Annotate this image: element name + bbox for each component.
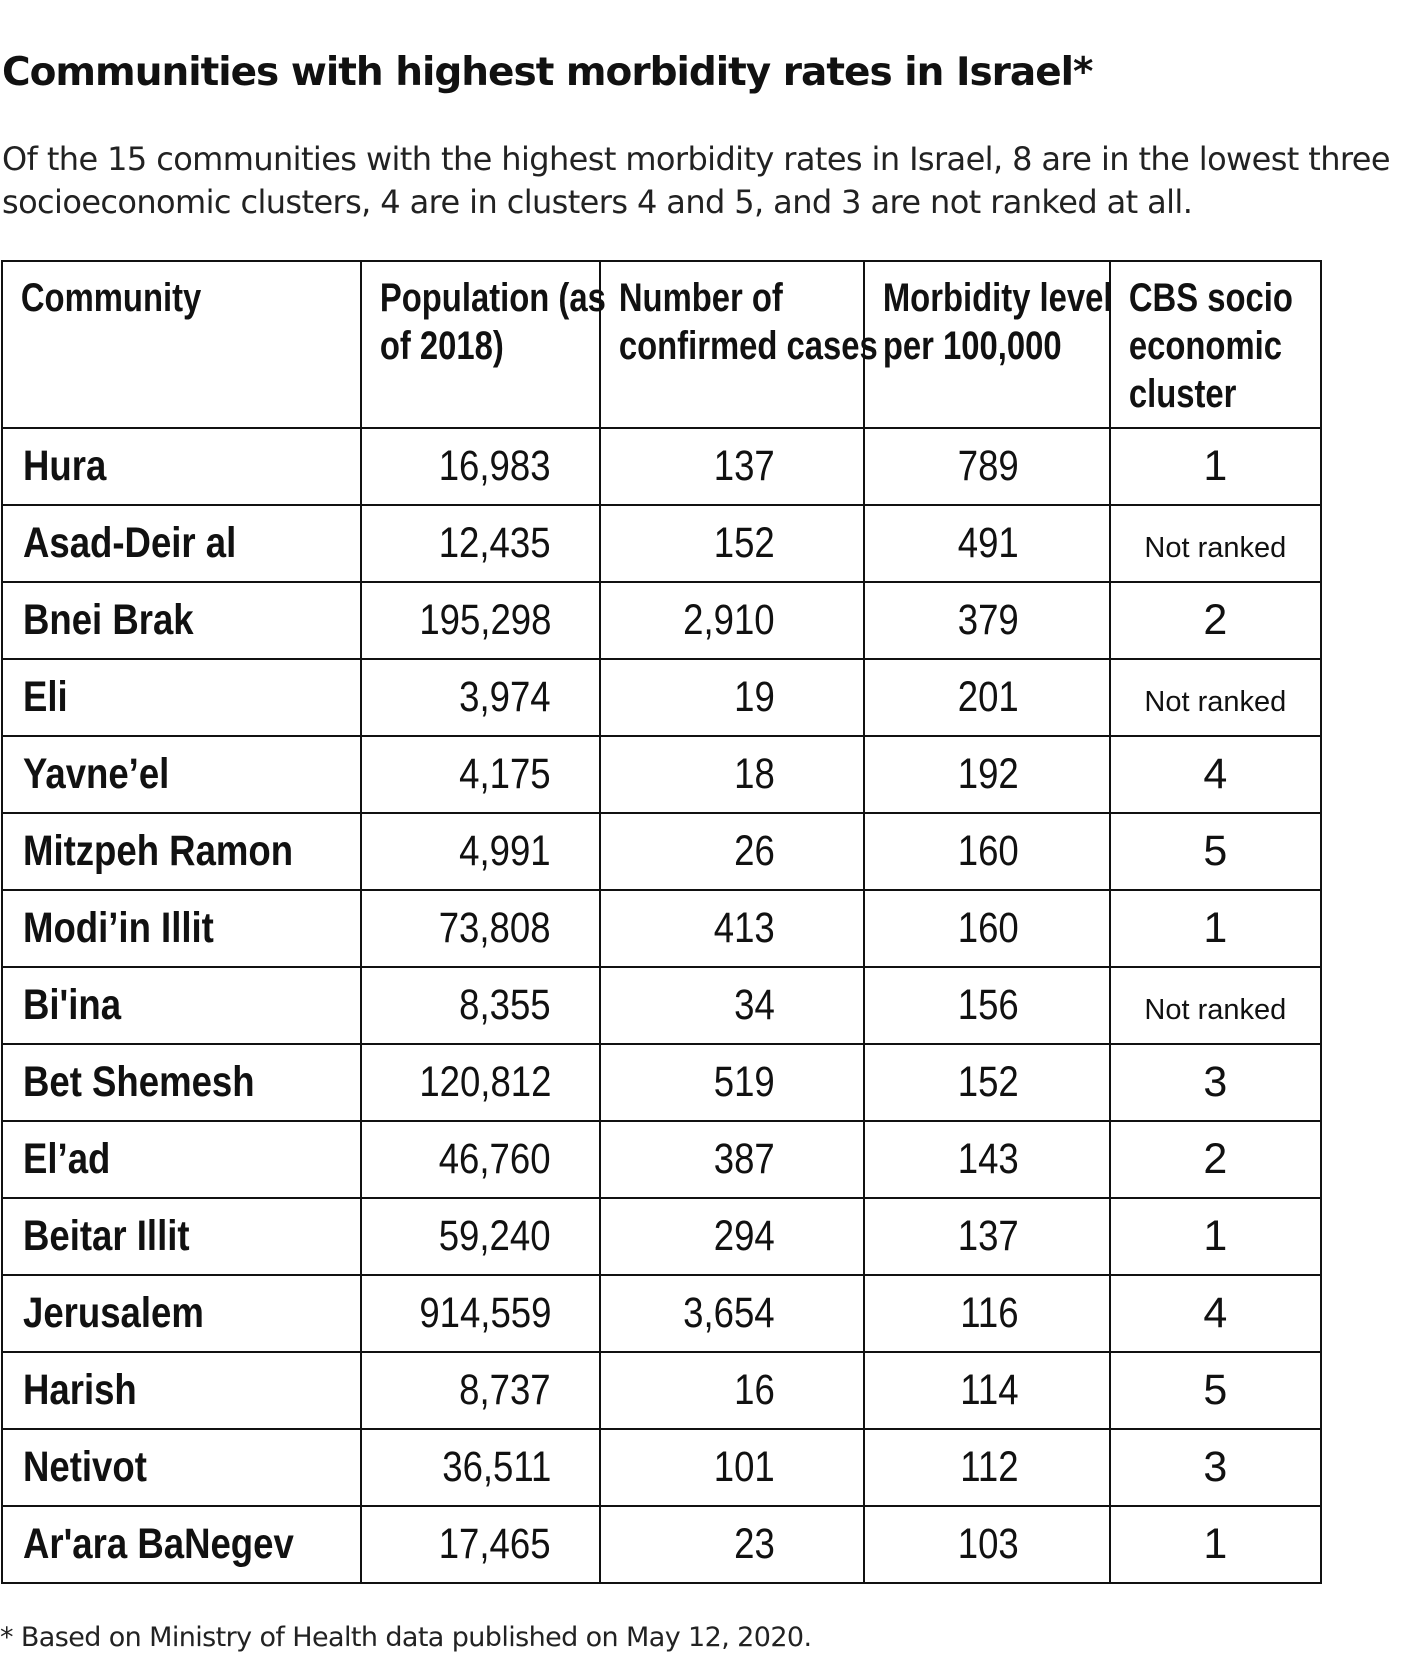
cell-morbidity-value: 192 <box>958 750 1019 798</box>
cell-morbidity <box>864 1275 1110 1352</box>
table-row <box>2 1429 1321 1506</box>
cell-cluster <box>1110 736 1321 813</box>
cell-cluster-value: 1 <box>1203 442 1228 490</box>
cell-population-value: 46,760 <box>439 1135 551 1183</box>
cell-confirmed-cases <box>600 736 864 813</box>
cell-cluster-value: 3 <box>1203 1443 1228 1491</box>
cell-population-value: 59,240 <box>439 1212 551 1260</box>
cell-morbidity <box>864 1198 1110 1275</box>
table-row <box>2 659 1321 736</box>
cell-confirmed-cases <box>600 505 864 582</box>
cell-confirmed-cases <box>600 1121 864 1198</box>
cell-cluster <box>1110 967 1321 1044</box>
cell-cluster <box>1110 428 1321 505</box>
cell-morbidity-value: 491 <box>958 519 1019 567</box>
cell-morbidity <box>864 428 1110 505</box>
cell-population <box>361 736 600 813</box>
cell-morbidity-value: 112 <box>960 1443 1019 1491</box>
cell-cluster-value: 4 <box>1203 1289 1228 1337</box>
cell-confirmed-cases-value: 2,910 <box>683 596 775 644</box>
table-body <box>2 428 1321 1583</box>
cell-population <box>361 1429 600 1506</box>
cell-cluster-value: 1 <box>1203 1212 1228 1260</box>
cell-cluster <box>1110 1198 1321 1275</box>
cell-cluster-value: 3 <box>1203 1058 1228 1106</box>
cell-population-value: 36,511 <box>441 1443 551 1491</box>
cell-confirmed-cases <box>600 1506 864 1583</box>
cell-morbidity <box>864 890 1110 967</box>
cell-confirmed-cases-value: 294 <box>714 1212 775 1260</box>
cell-confirmed-cases <box>600 813 864 890</box>
table-row <box>2 1352 1321 1429</box>
cell-confirmed-cases <box>600 582 864 659</box>
chart-title: Communities with highest morbidity rates in Israel* <box>2 50 1093 95</box>
cell-confirmed-cases-value: 23 <box>734 1520 775 1568</box>
cell-cluster <box>1110 1121 1321 1198</box>
cell-population-value: 3,974 <box>459 673 551 721</box>
cell-confirmed-cases <box>600 890 864 967</box>
column-header-morbidity: Morbidity level per 100,000 <box>864 261 1066 428</box>
cell-confirmed-cases <box>600 659 864 736</box>
cell-morbidity <box>864 736 1110 813</box>
table-row <box>2 890 1321 967</box>
cell-community-value: El’ad <box>23 1135 111 1183</box>
column-header-community: Community <box>2 261 296 428</box>
cell-community <box>2 813 361 890</box>
cell-population-value: 8,737 <box>459 1366 551 1414</box>
column-header-cluster: CBS socio economic cluster <box>1110 261 1283 428</box>
cell-community <box>2 736 361 813</box>
cell-morbidity-value: 103 <box>958 1520 1019 1568</box>
cell-confirmed-cases-value: 18 <box>734 750 775 798</box>
cell-confirmed-cases-value: 519 <box>714 1058 775 1106</box>
cell-cluster <box>1110 1429 1321 1506</box>
table-row <box>2 428 1321 505</box>
cell-confirmed-cases-value: 16 <box>734 1366 775 1414</box>
table-row <box>2 1044 1321 1121</box>
cell-morbidity <box>864 1429 1110 1506</box>
table-row <box>2 736 1321 813</box>
cell-cluster-value: 4 <box>1203 750 1228 798</box>
table-row <box>2 1506 1321 1583</box>
cell-community <box>2 1429 361 1506</box>
cell-population <box>361 582 600 659</box>
cell-morbidity-value: 201 <box>958 673 1019 721</box>
cell-confirmed-cases-value: 101 <box>714 1443 775 1491</box>
cell-morbidity <box>864 1044 1110 1121</box>
cell-population-value: 16,983 <box>439 442 551 490</box>
cell-cluster <box>1110 890 1321 967</box>
cell-confirmed-cases-value: 413 <box>714 904 775 952</box>
cell-morbidity-value: 143 <box>958 1135 1019 1183</box>
cell-morbidity <box>864 659 1110 736</box>
cell-confirmed-cases-value: 387 <box>714 1135 775 1183</box>
cell-morbidity-value: 114 <box>960 1366 1019 1414</box>
column-header-confirmed-cases: Number of confirmed cases <box>600 261 816 428</box>
cell-population-value: 195,298 <box>418 596 551 644</box>
cell-morbidity-value: 789 <box>958 442 1019 490</box>
cell-confirmed-cases <box>600 1198 864 1275</box>
cell-cluster <box>1110 505 1321 582</box>
cell-community <box>2 582 361 659</box>
table-row <box>2 1198 1321 1275</box>
cell-community-value: Yavne’el <box>23 750 170 798</box>
cell-population-value: 17,465 <box>439 1520 551 1568</box>
cell-population <box>361 1198 600 1275</box>
cell-cluster-value: 5 <box>1203 1366 1228 1414</box>
cell-population-value: 120,812 <box>418 1058 551 1106</box>
cell-population <box>361 1506 600 1583</box>
table-row <box>2 813 1321 890</box>
cell-community-value: Jerusalem <box>23 1289 204 1337</box>
cell-community-value: Harish <box>23 1366 137 1414</box>
cell-community <box>2 505 361 582</box>
cell-community-value: Netivot <box>23 1443 147 1491</box>
cell-confirmed-cases-value: 34 <box>734 981 775 1029</box>
cell-cluster <box>1110 582 1321 659</box>
cell-population-value: 12,435 <box>439 519 551 567</box>
cell-population-value: 914,559 <box>418 1289 551 1337</box>
cell-morbidity <box>864 1506 1110 1583</box>
cell-morbidity <box>864 582 1110 659</box>
cell-community-value: Modi’in Illit <box>23 904 214 952</box>
chart-subtitle: Of the 15 communities with the highest morbidity rates in Israel, 8 are in the lowest three socioeconomic clusters, 4 are in clusters 4 and 5, and 3 are not ranked at all. <box>2 140 1390 221</box>
cell-confirmed-cases <box>600 1352 864 1429</box>
cell-morbidity <box>864 1121 1110 1198</box>
cell-morbidity <box>864 813 1110 890</box>
cell-population-value: 4,991 <box>459 827 551 875</box>
cell-population <box>361 1275 600 1352</box>
cell-morbidity-value: 160 <box>958 827 1019 875</box>
cell-population <box>361 1352 600 1429</box>
cell-population <box>361 890 600 967</box>
column-header-population: Population (as of 2018) <box>361 261 557 428</box>
cell-community <box>2 1275 361 1352</box>
footnote: * Based on Ministry of Health data published on May 12, 2020. <box>0 1622 812 1653</box>
cell-morbidity-value: 152 <box>958 1058 1019 1106</box>
cell-morbidity <box>864 967 1110 1044</box>
cell-cluster-value: Not ranked <box>1144 686 1287 718</box>
cell-cluster <box>1110 659 1321 736</box>
cell-confirmed-cases-value: 152 <box>714 519 775 567</box>
cell-population <box>361 1044 600 1121</box>
cell-community <box>2 428 361 505</box>
cell-community-value: Bi'ina <box>23 981 122 1029</box>
cell-confirmed-cases-value: 19 <box>734 673 775 721</box>
cell-community <box>2 890 361 967</box>
cell-confirmed-cases <box>600 428 864 505</box>
cell-population-value: 4,175 <box>459 750 551 798</box>
cell-population <box>361 967 600 1044</box>
cell-cluster-value: 1 <box>1203 904 1228 952</box>
cell-confirmed-cases <box>600 1044 864 1121</box>
cell-cluster-value: 2 <box>1203 1135 1228 1183</box>
cell-confirmed-cases-value: 3,654 <box>683 1289 775 1337</box>
cell-population <box>361 1121 600 1198</box>
cell-community-value: Bet Shemesh <box>23 1058 255 1106</box>
cell-cluster-value: 1 <box>1203 1520 1228 1568</box>
cell-cluster <box>1110 1275 1321 1352</box>
cell-cluster <box>1110 1352 1321 1429</box>
cell-morbidity <box>864 1352 1110 1429</box>
table-row <box>2 967 1321 1044</box>
cell-community <box>2 1506 361 1583</box>
cell-morbidity-value: 379 <box>958 596 1019 644</box>
cell-population <box>361 813 600 890</box>
cell-community <box>2 659 361 736</box>
cell-morbidity <box>864 505 1110 582</box>
table-row <box>2 505 1321 582</box>
cell-confirmed-cases <box>600 1275 864 1352</box>
cell-population <box>361 428 600 505</box>
cell-confirmed-cases <box>600 967 864 1044</box>
cell-community-value: Beitar Illit <box>23 1212 190 1260</box>
cell-cluster <box>1110 1506 1321 1583</box>
cell-community-value: Bnei Brak <box>23 596 194 644</box>
cell-community <box>2 1044 361 1121</box>
cell-confirmed-cases-value: 26 <box>734 827 775 875</box>
table-row <box>2 1121 1321 1198</box>
cell-morbidity-value: 160 <box>958 904 1019 952</box>
cell-morbidity-value: 156 <box>958 981 1019 1029</box>
cell-community <box>2 1352 361 1429</box>
cell-community-value: Eli <box>23 673 68 721</box>
cell-population <box>361 505 600 582</box>
cell-population <box>361 659 600 736</box>
cell-population-value: 73,808 <box>439 904 551 952</box>
cell-community <box>2 1121 361 1198</box>
cell-community <box>2 1198 361 1275</box>
cell-confirmed-cases <box>600 1429 864 1506</box>
cell-community-value: Hura <box>23 442 107 490</box>
cell-morbidity-value: 137 <box>958 1212 1019 1260</box>
cell-community-value: Ar'ara BaNegev <box>23 1520 294 1568</box>
data-table-container <box>1 260 1322 1584</box>
cell-community-value: Asad-Deir al <box>23 519 237 567</box>
cell-morbidity-value: 116 <box>960 1289 1019 1337</box>
cell-community-value: Mitzpeh Ramon <box>23 827 294 875</box>
cell-community <box>2 967 361 1044</box>
cell-cluster <box>1110 813 1321 890</box>
cell-cluster-value: Not ranked <box>1144 532 1287 564</box>
table-row <box>2 1275 1321 1352</box>
cell-cluster-value: 2 <box>1203 596 1228 644</box>
cell-cluster <box>1110 1044 1321 1121</box>
morbidity-table <box>1 260 1322 1584</box>
cell-cluster-value: 5 <box>1203 827 1228 875</box>
cell-population-value: 8,355 <box>459 981 551 1029</box>
cell-confirmed-cases-value: 137 <box>714 442 775 490</box>
cell-cluster-value: Not ranked <box>1144 994 1287 1026</box>
table-row <box>2 582 1321 659</box>
table-header-row <box>2 261 1321 428</box>
